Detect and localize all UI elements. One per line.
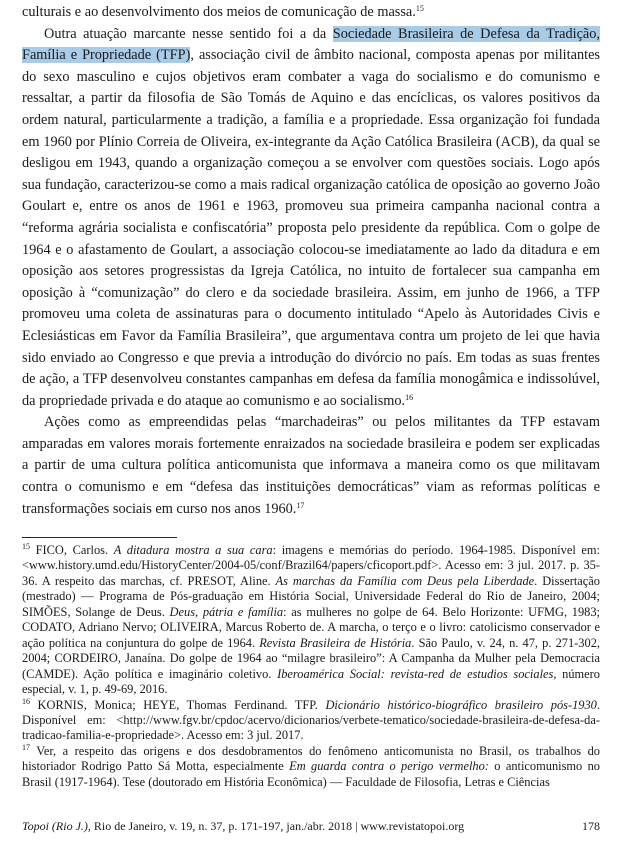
paragraph-1-tail: culturais e ao desenvolvimento dos meios de comunicação de massa.$^{15}$ [22,4,424,20]
journal-name: Topoi (Rio J.), [22,819,91,833]
paragraph-2: Outra atuação marcante nesse sentido foi a da Sociedade Brasileira de Defesa da Tradição, Família e Propriedade (TFP), associação civil de âmbito nacional, composta apenas por militantes do sexo masculino e cujos objetivos eram combater a vaga do socialismo e do comunismo e ressaltar, a partir da filosofia de São Tomás de Aquino e das encíclicas, os valores positivos da ordem natural, particularmente a tradição, a família e a propriedade. Essa organização foi fundada em 1960 por Plínio Correia de Oliveira, ex-integrante da Ação Católica Brasileira (ACB), da qual se desligou em 1943, quando a organização começou a se envolver com questões sociais. Logo após sua fundação, caracterizou-se como a mais radical organização católica de oposição ao governo João Goulart e, entre os anos de 1961 e 1963, promoveu sua primeira campanha nacional contra a “reforma agrária socialista e confiscatória” proposta pelo presidente da república. Com o golpe de 1964 e o afastamento de Goulart, a associação colocou-se imediatamente ao lado da ditadura e em oposição aos setores progressistas da Igreja Católica, no intuito de fortalecer sua campanha em oposição à “comunização” do clero e da sociedade brasileira. Assim, em junho de 1966, a TFP promoveu uma coleta de assinaturas para o documento intitulado “Apelo às Autoridades Civis e Eclesiásticas em Favor da Família Brasileira”, que argumentava contra um projeto de lei que havia sido enviado ao Congresso e que previa a introdução do divórcio no país. Em todas as suas frentes de ação, a TFP desenvolveu constantes campanhas em defesa da família monogâmica e indissolúvel, da propriedade privada e do ataque ao comunismo e ao socialismo.$^{16}$ [22,25,600,409]
footnote-ref-17[interactable]: 17 [296,500,305,510]
highlighted-text[interactable]: Sociedade Brasileira de Defesa da Tradição, Família e Propriedade (TFP) [22,25,600,64]
page-number: 178 [582,819,600,833]
footnote-15: $^{15}$ FICO, Carlos. A ditadura mostra a sua cara: imagens e memórias do período. 1964-1985. Disponível em: <www.history.umd.edu/HistoryCenter/2004-05/conf/Brazil64/papers/cficoport.pdf>. Acesso em: 3 jul. 2017. p. 35-36. A respeito das marchas, cf. PRESOT, Aline. As marchas da Família com Deus pela Liberdade. Dissertação (mestrado) — Programa de Pós-graduação em História Social, Universidade Federal do Rio de Janeiro, 2004; SIMÕES, Solange de Deus. Deus, pátria e família: as mulheres no golpe de 64. Belo Horizonte: UFMG, 1983; CODATO, Adriano Nervo; OLIVEIRA, Marcus Roberto de. A marcha, o terço e o livro: catolicismo conservador e ação política na conjuntura do golpe de 1964. Revista Brasileira de História. São Paulo, v. 24, n. 47, p. 271-302, 2004; CORDEIRO, Janaína. Do golpe de 1964 ao “milagre brasileiro”: A Campanha da Mulher pela Democracia (CAMDE). Ação política e imaginário coletivo. Iberoamérica Social: revista-red de estudios sociales, número especial, v. 1, p. 49-69, 2016. [22,542,601,697]
page-footer [22,818,600,834]
main-text [22,2,600,520]
footnote-divider [22,537,177,538]
footer-citation: Topoi (Rio J.), Rio de Janeiro, v. 19, n. 37, p. 171-197, jan./abr. 2018 | www.revistatopoi.org [22,819,465,833]
footnote-17: $^{17}$ Ver, a respeito das origens e dos desdobramentos do fenômeno anticomunista no Brasil, os trabalhos do historiador Rodrigo Patto Sá Motta, especialmente Em guarda contra o perigo vermelho: o anticomunismo no Brasil (1917-1964). Tese (doutorado em História Econômica) — Faculdade de Filosofia, Letras e Ciências [22,742,600,789]
footnote-ref-15[interactable]: 15 [415,4,424,13]
footnote-16: $^{16}$ KORNIS, Monica; HEYE, Thomas Ferdinand. TFP. Dicionário histórico-biográfico brasileiro pós-1930. Disponível em: <http://www.fgv.br/cpdoc/acervo/dicionarios/verbete-tematico/sociedade-brasileira-de-defesa-da-tradicao-familia-e-propriedade>. Acesso em: 3 jul. 2017. [22,696,600,743]
paragraph-3: Ações como as empreendidas pelas “marchadeiras” ou pelos militantes da TFP estavam amparadas em valores morais fortemente enraizados na sociedade brasileira e podem ser explicadas a partir de uma cultura política anticomunista que informava a maneira como os que militavam contra o comunismo e em “defesa das instituições democráticas” viam as reformas políticas e transformações sociais em curso nos anos 1960.17 [22,414,600,517]
footnote-ref-16[interactable]: 16 [405,392,414,402]
footnotes [22,543,600,790]
